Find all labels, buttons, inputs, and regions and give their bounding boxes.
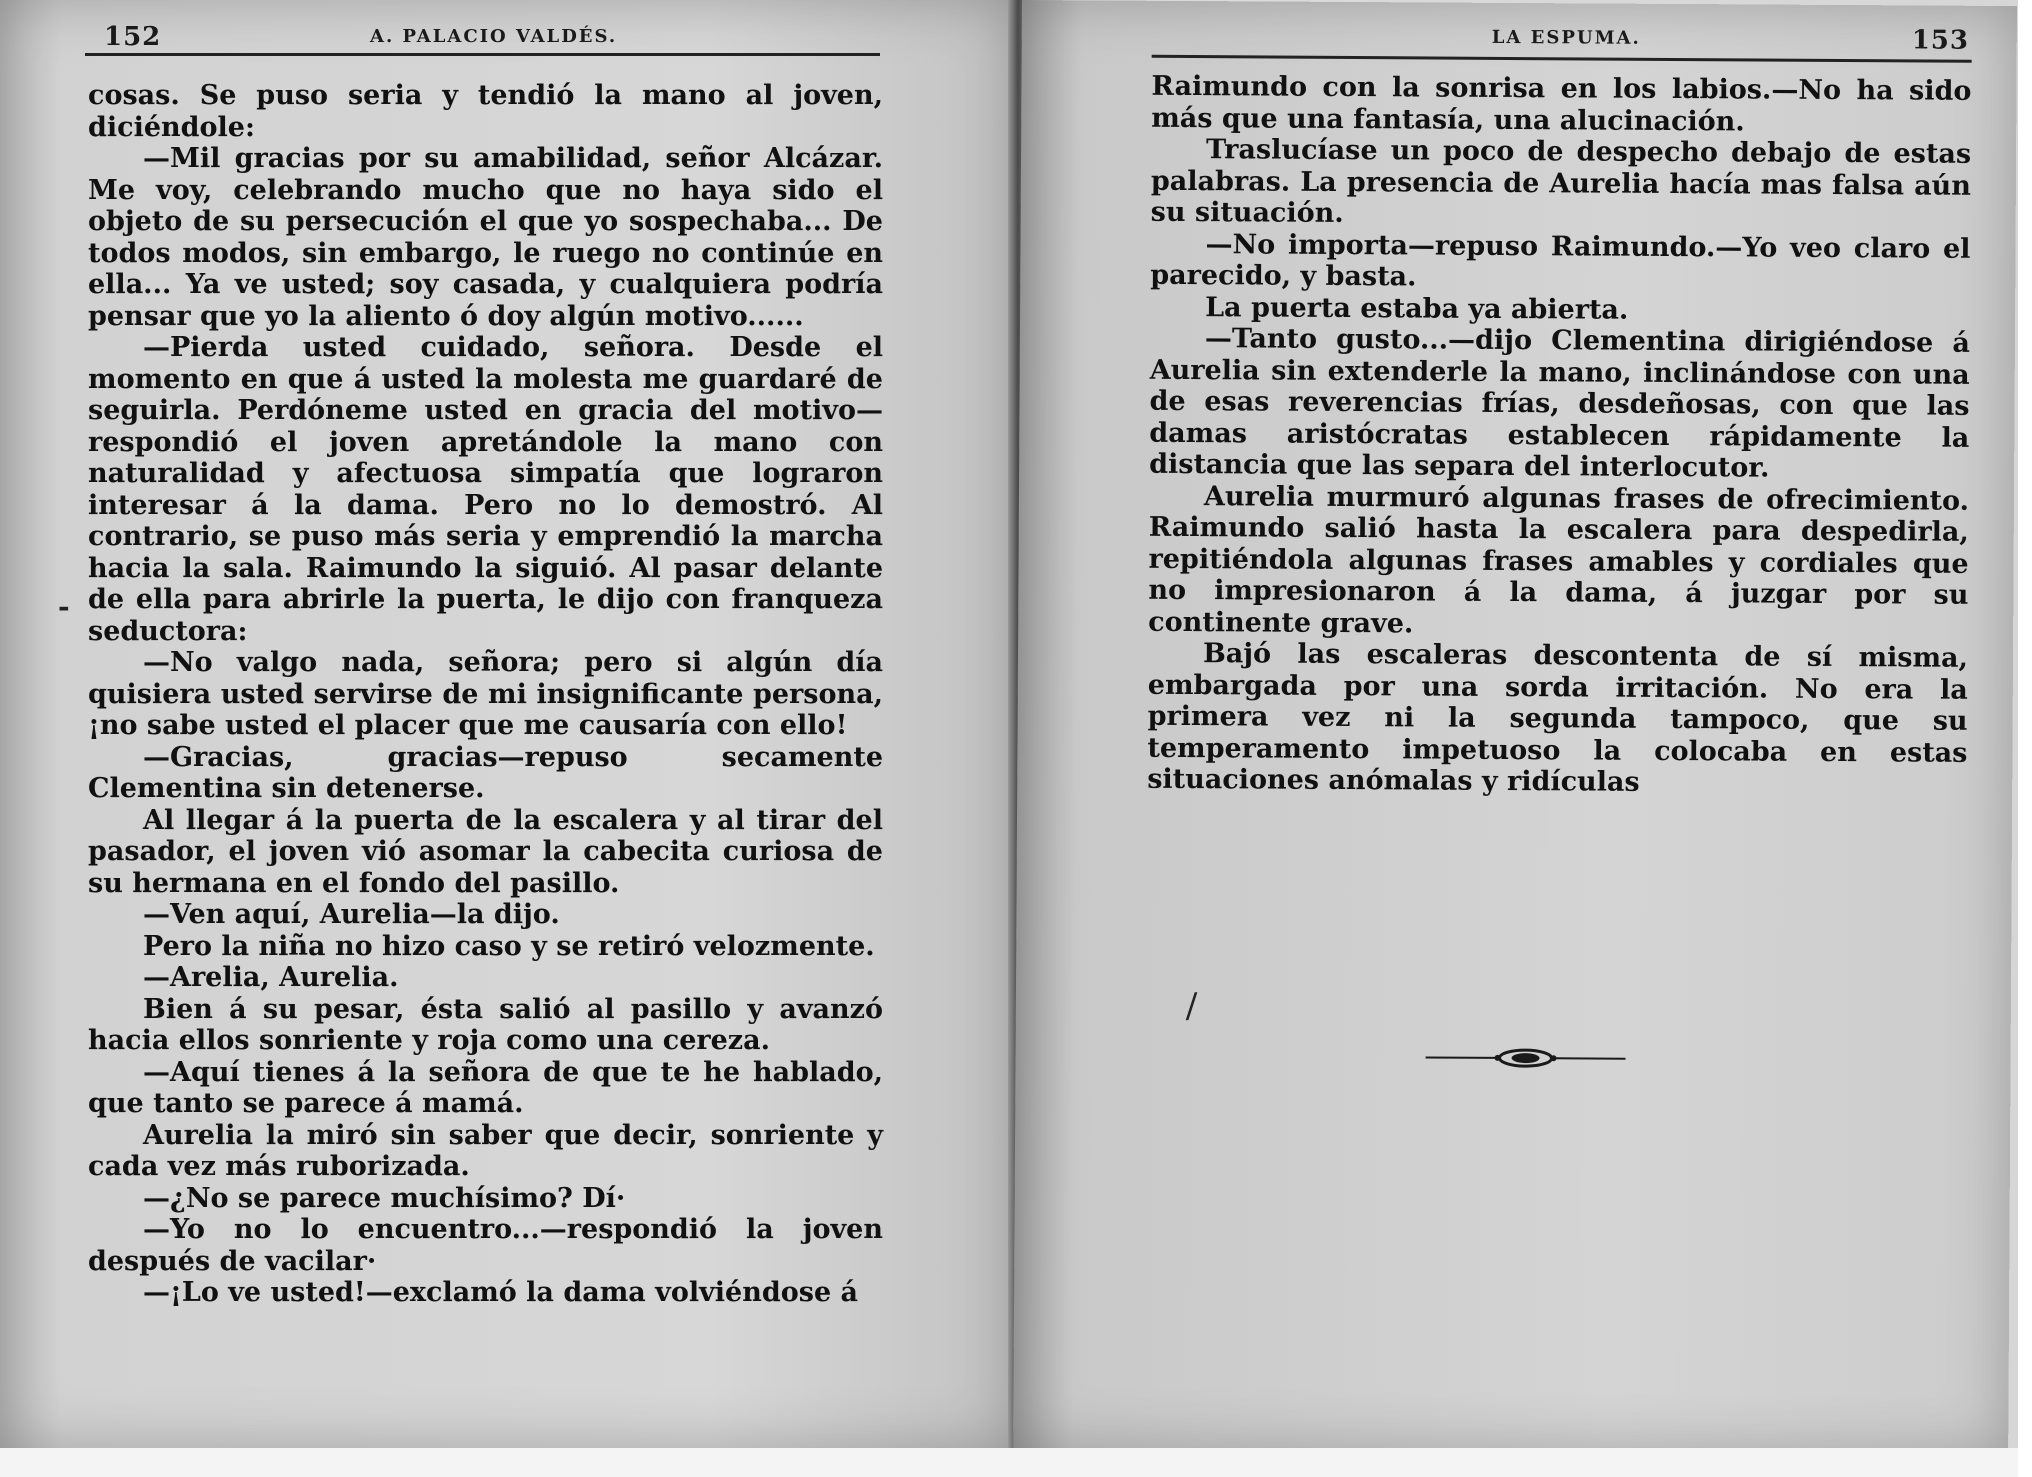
right-page-body	[1147, 71, 1971, 800]
paragraph: Pero la niña no hizo caso y se retiró velozmente.	[143, 930, 875, 962]
tailpiece-ornament	[1425, 1042, 1625, 1073]
paragraph: —Ven aquí, Aurelia—la dijo.	[143, 899, 560, 930]
left-page-body	[88, 80, 883, 1309]
paragraph: La puerta estaba ya abierta.	[1205, 291, 1629, 326]
right-page-number: 153	[1911, 25, 1970, 56]
paragraph: Raimundo con la sonrisa en los labios.—No ha sido más que una fantasía, una alucinación.	[1151, 70, 1972, 137]
paragraph: Aurelia la miró sin saber que decir, sonriente y cada vez más ruborizada.	[88, 1119, 883, 1182]
left-running-head: A. PALACIO VALDÉS.	[370, 26, 618, 47]
paragraph: Al llegar á la puerta de la escalera y al tirar del pasador, el joven vió asomar la cabecita curiosa de su hermana en el fondo del pasillo.	[88, 804, 883, 899]
paragraph: —Yo no lo encuentro...—respondió la joven después de vacilar·	[88, 1214, 883, 1277]
paragraph: cosas. Se puso seria y tendió la mano al joven, diciéndole:	[88, 80, 883, 143]
paragraph: —No valgo nada, señora; pero si algún día quisiera usted servirse de mi insignificante persona, ¡no sabe usted el placer que me causaría con ello!	[88, 647, 883, 741]
left-page-header	[70, 18, 970, 58]
paragraph: —Gracias, gracias—repuso secamente Clementina sin detenerse.	[88, 741, 883, 804]
paragraph: —Aquí tienes á la señora de que te he hablado, que tanto se parece á mamá.	[88, 1056, 883, 1119]
paragraph: —Pierda usted cuidado, señora. Desde el momento en que á usted la molesta me guardaré de seguirla. Perdóneme usted en gracia del motivo—respondió el joven apretándole la mano con naturalidad y afectuosa simpatía que lograron interesar á la dama. Pero no lo demostró. Al contrario, se puso más seria y emprendió la marcha hacia la sala. Raimundo la siguió. Al pasar delante de ella para abrirle la puerta, le dijo con franqueza seductora:	[88, 332, 883, 647]
left-page-number: 152	[104, 22, 162, 52]
left-header-rule	[85, 53, 880, 56]
paragraph: —Arelia, Aurelia.	[143, 962, 399, 993]
scan-bottom-margin	[0, 1448, 2032, 1477]
paragraph: —Mil gracias por su amabilidad, señor Alcázar. Me voy, celebrando mucho que no haya sido el objeto de su persecución el que yo sospechaba... De todos modos, sin embargo, le ruego no continúe en ella... Ya ve usted; soy casada, y cualquiera podría pensar que yo la aliento ó doy algún motivo......	[88, 143, 883, 332]
stray-mark: /	[1185, 986, 1198, 1027]
margin-dash: -	[58, 590, 70, 623]
paragraph: Bien á su pesar, ésta salió al pasillo y avanzó hacia ellos sonriente y roja como una cereza.	[88, 993, 883, 1056]
paragraph: —¿No se parece muchísimo? Dí·	[143, 1182, 626, 1214]
paragraph: Bajó las escaleras descontenta de sí misma, embargada por una sorda irritación. No era la primera vez ni la segunda tampoco, que su temperamento impetuoso la colocaba en estas situaciones anómalas y ridículas	[1147, 638, 1969, 798]
paragraph: Aurelia murmuró algunas frases de ofrecimiento. Raimundo salió hasta la escalera para despedirla, repitiéndola algunas frases amables y cordiales que no impresionaron á la dama, á juzgar por su continente grave.	[1148, 480, 1970, 639]
paragraph: —No importa—repuso Raimundo.—Yo veo claro el parecido, y basta.	[1150, 228, 1971, 293]
paragraph: —¡Lo ve usted!—exclamó la dama volviéndose á	[143, 1277, 859, 1308]
paragraph: —Tanto gusto...—dijo Clementina dirigiéndose á Aurelia sin extenderle la mano, inclinándose con una de esas reverencias frías, desdeñosas, con que las damas aristócratas establecen rápidamente la distancia que las separa del interlocutor.	[1149, 323, 1971, 484]
scan-right-margin	[2018, 0, 2032, 1477]
right-running-head: LA ESPUMA.	[1491, 26, 1641, 49]
paragraph: Traslucíase un poco de despecho debajo de estas palabras. La presencia de Aurelia hacía mas falsa aún su situación.	[1150, 134, 1972, 229]
left-page	[0, 0, 1015, 1450]
right-page	[1013, 0, 2017, 1456]
